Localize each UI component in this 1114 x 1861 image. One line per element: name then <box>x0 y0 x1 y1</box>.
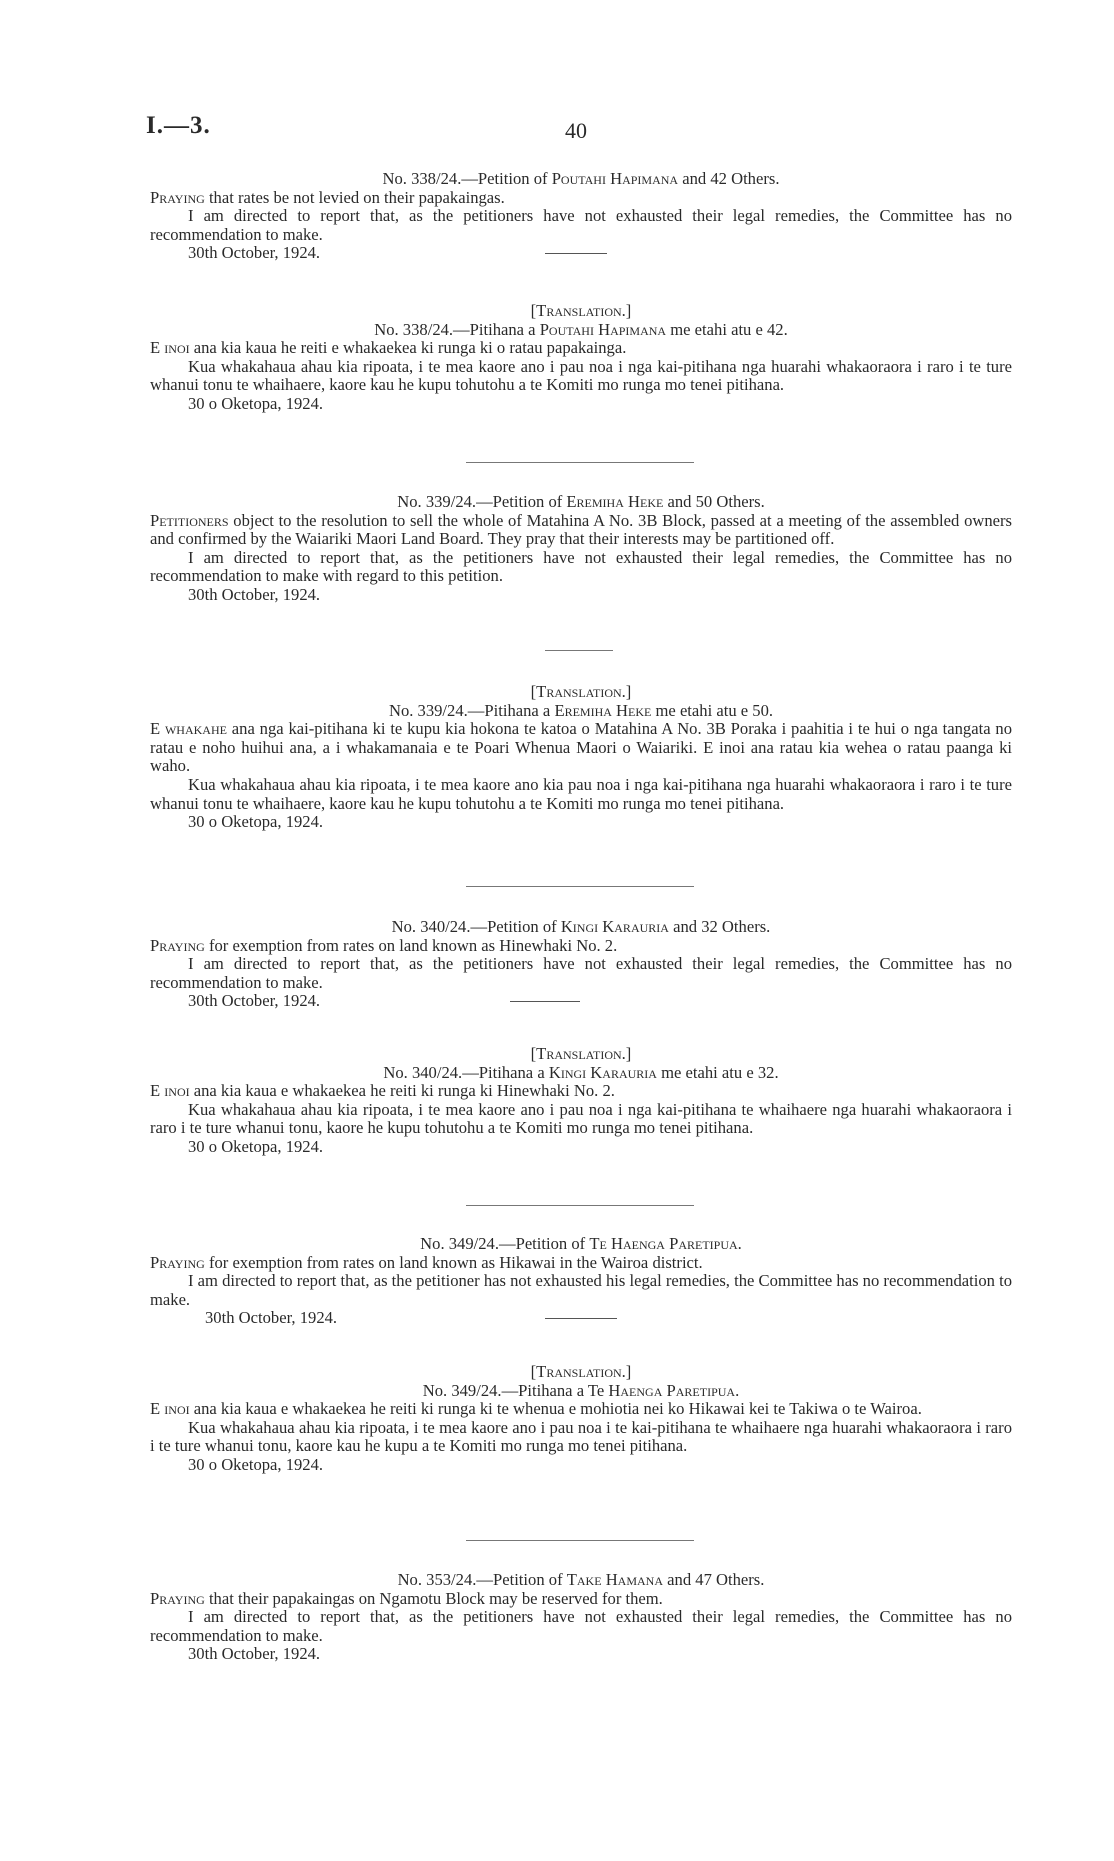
petition-date: 30th October, 1924. <box>205 1308 338 1328</box>
page-number: 40 <box>565 118 587 143</box>
petition-report: I am directed to report that, as the petitioners have not exhausted their legal remedies, the Committee has no recommendation to make. <box>150 1607 1012 1645</box>
petition-date: 30th October, 1924. <box>188 243 321 263</box>
translation-prayer: E inoi ana kia kaua e whakaekea he reiti ki runga ki Hinewhaki No. 2. <box>150 1081 615 1101</box>
translation-label: [Translation.] <box>530 301 632 320</box>
section-separator <box>466 886 694 887</box>
translation-prayer: E inoi ana kia kaua he reiti e whakaekea ki runga ki o ratau papakainga. <box>150 338 627 358</box>
translation-report: Kua whakahaua ahau kia ripoata, i te mea kaore ano i pau noa i nga kai-pitihana te whaihaere nga huarahi whakaoraora i raro i te ture whanui tonu, kaore he kupu tohutohu a te Komiti mo runga mo tenei pitihana. <box>150 1099 1012 1138</box>
short-rule <box>545 650 613 651</box>
translation-title: No. 339/24.—Pitihana a Eremiha Heke me etahi atu e 50. <box>388 700 774 720</box>
petition-report: I am directed to report that, as the petitioners have not exhausted their legal remedies, the Committee has no recommendation to make. <box>150 206 1012 244</box>
petition-349 <box>150 1235 1012 1328</box>
petition-title: No. 338/24.—Petition of Poutahi Hapimana and 42 Others. <box>382 169 780 188</box>
section-separator <box>466 1205 694 1206</box>
petition-title: No. 339/24.—Petition of Eremiha Heke and 50 Others. <box>397 492 765 511</box>
petition-title: No. 349/24.—Petition of Te Haenga Paretipua. <box>420 1234 742 1253</box>
translation-report: Kua whakahaua ahau kia ripoata, i te mea kaore ano i pau noa i te kai-pitihana te whaihaere nga huarahi whakaoraora i raro i te ture whanui tonu, kaore kau he kupu a te Komiti mo runga mo tenei pitihana. <box>150 1417 1012 1456</box>
translation-label: [Translation.] <box>530 1362 632 1381</box>
translation-date: 30 o Oketopa, 1924. <box>188 1136 324 1156</box>
translation-title: No. 349/24.—Pitihana a Te Haenga Paretipua. <box>422 1380 740 1400</box>
petition-prayer: Praying for exemption from rates on land known as Hikawai in the Wairoa district. <box>150 1252 703 1272</box>
petition-date: 30th October, 1924. <box>188 991 321 1011</box>
petition-340 <box>150 918 1012 1011</box>
short-rule <box>545 1318 617 1319</box>
translation-date: 30 o Oketopa, 1924. <box>188 1454 324 1474</box>
petition-report: I am directed to report that, as the petitioners have not exhausted their legal remedies, the Committee has no recommendation to make with regard to this petition. <box>150 547 1012 586</box>
section-separator <box>466 1540 694 1541</box>
petition-report: I am directed to report that, as the petitioners have not exhausted their legal remedies, the Committee has no recommendation to make. <box>150 954 1012 992</box>
petition-338 <box>150 170 1012 263</box>
petition-date: 30th October, 1924. <box>188 1644 321 1664</box>
translation-prayer: E whakahe ana nga kai-pitihana ki te kupu kia hokona te katoa o Matahina A No. 3B Poraka i paahitia i te hui o nga tangata no ratau e noho huihui ana, a i whakamanaia e te Poari Whenua Maori o Waiariki. E inoi ana ratau kia wehea o ratau paanga ki waho. <box>150 719 1012 776</box>
section-separator <box>466 462 694 463</box>
translation-label: [Translation.] <box>530 682 632 701</box>
petition-report: I am directed to report that, as the petitioner has not exhausted his legal remedies, the Committee has no recommendation to make. <box>150 1271 1012 1309</box>
petition-prayer: Praying for exemption from rates on land known as Hinewhaki No. 2. <box>150 935 618 955</box>
petition-prayer: Petitioners object to the resolution to sell the whole of Matahina A No. 3B Block, passed at a meeting of the assembled owners and confirmed by the Waiariki Maori Land Board. They pray that their interests may be partitioned off. <box>150 510 1012 549</box>
translation-date: 30 o Oketopa, 1924. <box>188 812 324 832</box>
short-rule <box>510 1001 580 1002</box>
petition-prayer: Praying that their papakaingas on Ngamotu Block may be reserved for them. <box>150 1588 663 1608</box>
translation-338 <box>150 302 1012 414</box>
translation-report: Kua whakahaua ahau kia ripoata, i te mea kaore ano i pau noa i nga kai-pitihana nga huarahi whakaoraora i raro i te ture whanui tonu te whaihaere, kaore kau he kupu tohutohu a te Komiti mo runga mo tenei pitihana. <box>150 356 1012 395</box>
translation-report: Kua whakahaua ahau kia ripoata, i te mea kaore ano kia pau noa i nga kai-pitihana nga huarahi whakaoraora i raro i te ture whanui tonu te whaihaere, kaore kau he kupu tohutohu a te Komiti mo runga mo tenei pitihana. <box>150 774 1012 813</box>
petition-prayer: Praying that rates be not levied on their papakaingas. <box>150 187 505 207</box>
short-rule <box>545 253 607 254</box>
petition-title: No. 340/24.—Petition of Kingi Karauria and 32 Others. <box>391 917 771 936</box>
petition-title: No. 353/24.—Petition of Take Hamana and 47 Others. <box>397 1570 765 1589</box>
translation-title: No. 340/24.—Pitihana a Kingi Karauria me etahi atu e 32. <box>383 1062 779 1082</box>
translation-349 <box>150 1363 1012 1475</box>
petition-339 <box>150 493 1012 605</box>
translation-339 <box>150 683 1012 832</box>
translation-340 <box>150 1045 1012 1157</box>
translation-title: No. 338/24.—Pitihana a Poutahi Hapimana me etahi atu e 42. <box>374 319 788 339</box>
petition-353 <box>150 1571 1012 1664</box>
petition-date: 30th October, 1924. <box>188 584 321 604</box>
document-reference: I.—3. <box>146 112 211 139</box>
translation-prayer: E inoi ana kia kaua e whakaekea he reiti ki runga ki te whenua e mohiotia nei ko Hikawai kei te Takiwa o te Wairoa. <box>150 1399 922 1419</box>
translation-label: [Translation.] <box>530 1044 632 1063</box>
translation-date: 30 o Oketopa, 1924. <box>188 393 324 413</box>
